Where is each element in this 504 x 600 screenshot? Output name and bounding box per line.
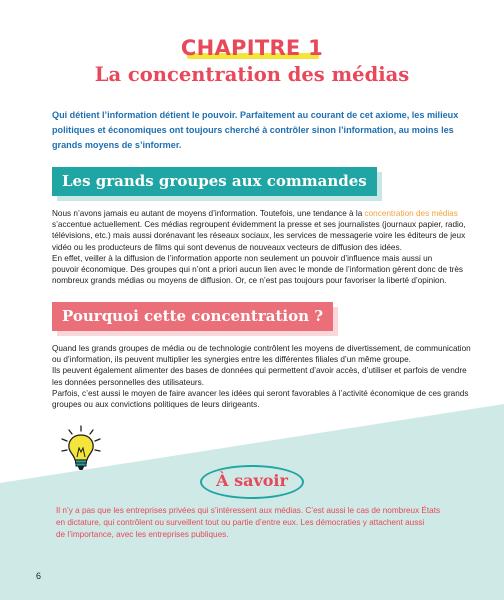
paragraph-line: télévisions, etc.) mais aussi dorénavant les réseaux sociaux, les services de messagerie voire les éditeurs de jeux <box>52 231 466 241</box>
section2-paragraph <box>52 343 471 410</box>
paragraph-line <box>52 208 458 219</box>
section-heading-pourquoi: Pourquoi cette concentration ? <box>52 302 333 331</box>
a-savoir-badge <box>200 465 304 501</box>
paragraph-line: les données personnelles des utilisateurs. <box>52 377 205 387</box>
paragraph-text: Nous n’avons jamais eu autant de moyens d’information. Toutefois, une tendance à la <box>52 209 365 218</box>
lightbulb-icon <box>58 424 104 474</box>
a-savoir-text <box>56 505 456 542</box>
section-heading-grands-groupes: Les grands groupes aux commandes <box>52 167 377 196</box>
info-line: de l’importance, avec les entreprises publiques. <box>56 530 229 540</box>
section1-paragraph <box>52 208 466 286</box>
intro-line: et économiques ont toujours cherché à contrôler sinon l’information, au moins les grands moyens de <box>52 125 454 151</box>
intro-line: Qui détient l’information détient le pouvoir. Parfaitement au courant de cet axiome, les milieux politiques <box>52 110 459 136</box>
paragraph-line: ou d’information, ils peuvent multiplier les synergies entre les différentes filiales d’un même groupe. <box>52 355 411 365</box>
paragraph-line: Quand les grands groupes de média ou de technologie contrôlent les moyens de divertissement, de communication <box>52 344 471 353</box>
paragraph-line: s’accentue actuellement. Ces médias regroupent évidemment la presse et ses journalistes (journaux papier, radio, <box>52 220 466 230</box>
a-savoir-title: À savoir <box>216 471 288 490</box>
chapter-header <box>0 36 504 86</box>
intro-line: s’informer. <box>134 140 182 151</box>
paragraph-line: vidéo ou les producteurs de films qui sont devenus de nouveaux vecteurs de diffusion des idées. <box>52 242 402 252</box>
intro-paragraph <box>52 108 462 154</box>
keyword-highlight: concentration des médias <box>364 209 458 218</box>
info-line: Il n’y a pas que les entreprises privées qui s’intéressent aux médias. C’est aussi le cas de nombreux États <box>56 506 441 515</box>
chapter-title: La concentration des médias <box>94 63 410 86</box>
paragraph-line: Ils peuvent également alimenter des bases de données qui permettent d’avoir accès, d’utiliser et parfois de vendre <box>52 366 467 376</box>
paragraph-line: pouvoir économique. Des groupes qui n’ont a priori aucun lien avec le monde de l’information gèrent donc de très <box>52 265 463 275</box>
chapter-label: CHAPITRE 1 <box>180 36 324 60</box>
chapter-label-wrapper <box>181 36 323 60</box>
paragraph-line: En effet, veiller à la diffusion de l’information apporte non seulement un pouvoir d’influence mais aussi un <box>52 253 433 263</box>
paragraph-line: Parfois, c’est aussi le moyen de faire avancer les idées qui seront favorables à l’activité économique de ces grands <box>52 388 469 398</box>
paragraph-line: nombreux grands médias ou moyens de diffusion. Or, ce n’est pas toujours pour favoriser la liberté d’opinion. <box>52 276 447 286</box>
info-line: en dictature, qui contrôlent ou surveillent tout ou partie d’entre eux. Les démocraties y attachent aussi <box>56 518 425 528</box>
page-number: 6 <box>36 571 42 581</box>
paragraph-line: groupes ou aux convictions politiques de leurs dirigeants. <box>52 400 260 410</box>
